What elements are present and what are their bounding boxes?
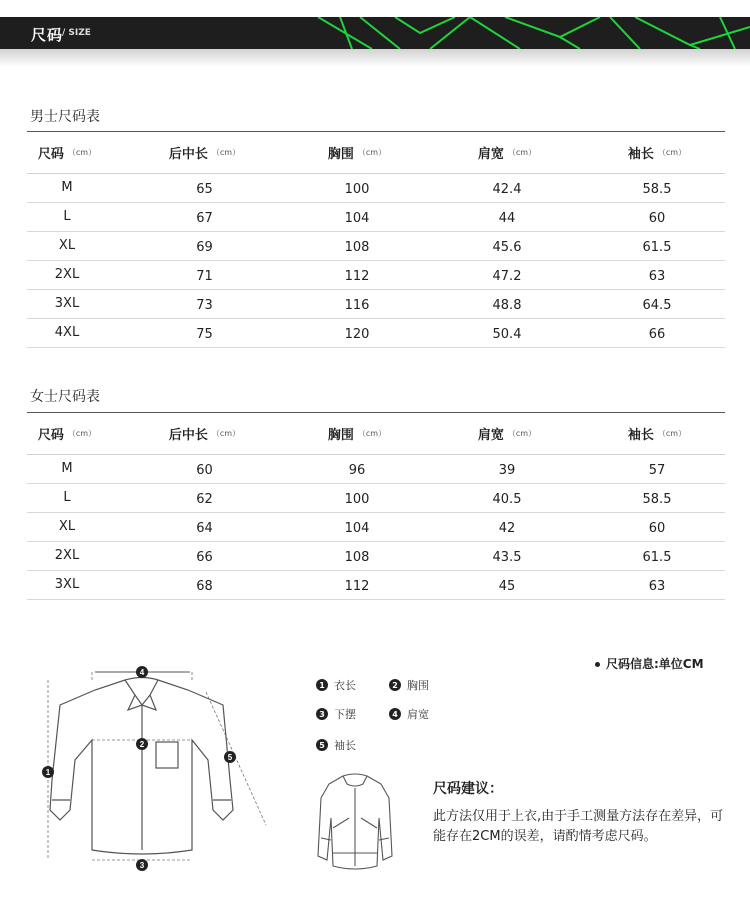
marker-5-label: 5	[227, 753, 233, 762]
column-header-unit: （cm）	[357, 148, 387, 157]
measurement-cell: 104	[344, 211, 370, 226]
measurement-cell: 57	[648, 463, 666, 478]
measurement-cell: 100	[344, 182, 370, 197]
table-row	[27, 455, 725, 484]
column-header-unit: （cm）	[657, 429, 687, 438]
size-cell: 4XL	[54, 325, 80, 340]
marker-2-label: 2	[139, 740, 145, 749]
banner-title: 尺码	[31, 26, 64, 44]
column-header	[597, 132, 717, 173]
measurement-cell: 120	[344, 327, 370, 342]
column-header-unit: （cm）	[657, 148, 687, 157]
column-header-label: 肩宽	[477, 147, 504, 162]
measurement-cell: 61.5	[642, 550, 672, 565]
measurement-cell: 67	[196, 211, 213, 226]
legend-label: 袖长	[334, 739, 356, 752]
number-5-icon: 5	[316, 739, 328, 751]
measurement-cell: 116	[344, 298, 370, 313]
women-table-title: 女士尺码表	[30, 389, 100, 405]
measurement-cell: 64.5	[642, 298, 672, 313]
measurement-cell: 42	[498, 521, 516, 536]
measurement-cell: 63	[648, 269, 666, 284]
table-row	[27, 174, 725, 203]
header-banner	[0, 17, 750, 49]
measurement-cell: 60	[648, 521, 666, 536]
men-size-table	[27, 131, 725, 348]
measurement-cell: 64	[196, 521, 213, 536]
column-header-label: 胸围	[327, 428, 354, 443]
unit-note-text: 尺码信息:单位CM	[606, 657, 704, 671]
measurement-cell: 60	[196, 463, 213, 478]
table-row	[27, 203, 725, 232]
column-header	[307, 413, 407, 454]
legend-item-5	[316, 737, 356, 753]
size-cell: M	[61, 461, 73, 476]
measurement-cell: 112	[344, 269, 370, 284]
measurement-cell: 75	[196, 327, 213, 342]
bullet-icon	[595, 662, 600, 667]
legend-item-2	[389, 677, 429, 693]
measurement-cell: 43.5	[492, 550, 522, 565]
legend-label: 衣长	[334, 679, 356, 692]
measurement-cell: 69	[196, 240, 213, 255]
column-header-label: 胸围	[327, 147, 354, 162]
table-row	[27, 571, 725, 600]
size-cell: 2XL	[54, 548, 80, 563]
column-header	[27, 413, 107, 454]
measurement-cell: 40.5	[492, 492, 522, 507]
measurement-cell: 42.4	[492, 182, 522, 197]
column-header-unit: （cm）	[211, 148, 241, 157]
measurement-cell: 50.4	[492, 327, 522, 342]
measurement-cell: 71	[196, 269, 213, 284]
size-cell: 3XL	[54, 577, 80, 592]
table-row	[27, 290, 725, 319]
marker-1-label: 1	[45, 768, 51, 777]
size-cell: 2XL	[54, 267, 80, 282]
women-size-table	[27, 412, 725, 600]
size-cell: L	[63, 209, 71, 224]
table-header-row	[27, 413, 725, 455]
measurement-cell: 45.6	[492, 240, 522, 255]
measurement-cell: 47.2	[492, 269, 522, 284]
measurement-cell: 108	[344, 550, 370, 565]
number-4-icon: 4	[389, 708, 401, 720]
column-header	[452, 132, 562, 173]
number-2-icon: 2	[389, 679, 401, 691]
measurement-cell: 73	[196, 298, 213, 313]
measurement-cell: 63	[648, 579, 666, 594]
measurement-cell: 61.5	[642, 240, 672, 255]
table-row	[27, 232, 725, 261]
measurement-cell: 45	[498, 579, 516, 594]
column-header-label: 后中长	[168, 147, 208, 162]
column-header-unit: （cm）	[507, 429, 537, 438]
column-header	[147, 132, 262, 173]
number-1-icon: 1	[316, 679, 328, 691]
marker-4-label: 4	[139, 668, 145, 677]
banner-shadow	[0, 49, 750, 67]
measurement-cell: 66	[196, 550, 213, 565]
table-row	[27, 261, 725, 290]
size-cell: 3XL	[54, 296, 80, 311]
measurement-cell: 48.8	[492, 298, 522, 313]
advice-text: 此方法仅用于上衣,由于手工测量方法存在差异，可能存在2CM的误差，请酌情考虑尺码。	[433, 809, 724, 844]
measurement-cell: 62	[196, 492, 213, 507]
table-row	[27, 484, 725, 513]
column-header	[597, 413, 717, 454]
legend-item-1	[316, 677, 356, 693]
column-header	[307, 132, 407, 173]
measurement-cell: 39	[498, 463, 516, 478]
column-header-label: 袖长	[627, 428, 654, 443]
number-3-icon: 3	[316, 708, 328, 720]
column-header	[147, 413, 262, 454]
column-header-unit: （cm）	[211, 429, 241, 438]
measurement-cell: 58.5	[642, 492, 672, 507]
column-header-label: 尺码	[37, 428, 64, 443]
legend-item-4	[389, 706, 429, 722]
size-cell: L	[63, 490, 71, 505]
legend-label: 肩宽	[407, 708, 429, 721]
men-table-title: 男士尺码表	[30, 109, 100, 125]
table-row	[27, 319, 725, 348]
measurement-cell: 44	[498, 211, 516, 226]
unit-note	[595, 655, 704, 672]
column-header-unit: （cm）	[357, 429, 387, 438]
column-header-label: 袖长	[627, 147, 654, 162]
column-header-label: 后中长	[168, 428, 208, 443]
advice-title: 尺码建议：	[433, 781, 503, 797]
legend-label: 胸围	[407, 679, 429, 692]
measurement-cell: 66	[648, 327, 666, 342]
measurement-cell: 100	[344, 492, 370, 507]
measurement-cell: 58.5	[642, 182, 672, 197]
measurement-cell: 68	[196, 579, 213, 594]
shirt-measurement-diagram	[30, 660, 280, 875]
size-cell: XL	[58, 238, 76, 253]
marker-3-label: 3	[139, 861, 145, 870]
measurement-cell: 96	[348, 463, 366, 478]
size-cell: M	[61, 180, 73, 195]
column-header-unit: （cm）	[67, 148, 97, 157]
jacket-icon	[315, 768, 395, 873]
table-row	[27, 542, 725, 571]
column-header-unit: （cm）	[67, 429, 97, 438]
column-header-label: 尺码	[37, 147, 64, 162]
green-lines-decoration	[0, 17, 750, 49]
measurement-cell: 112	[344, 579, 370, 594]
table-row	[27, 513, 725, 542]
measurement-cell: 108	[344, 240, 370, 255]
table-header-row	[27, 132, 725, 174]
banner-subtitle: / SIZE	[62, 28, 91, 38]
legend-label: 下摆	[334, 708, 356, 721]
column-header-unit: （cm）	[507, 148, 537, 157]
column-header	[27, 132, 107, 173]
column-header-label: 肩宽	[477, 428, 504, 443]
column-header	[452, 413, 562, 454]
measurement-cell: 65	[196, 182, 213, 197]
legend-item-3	[316, 706, 356, 722]
measurement-cell: 104	[344, 521, 370, 536]
size-cell: XL	[58, 519, 76, 534]
measurement-cell: 60	[648, 211, 666, 226]
